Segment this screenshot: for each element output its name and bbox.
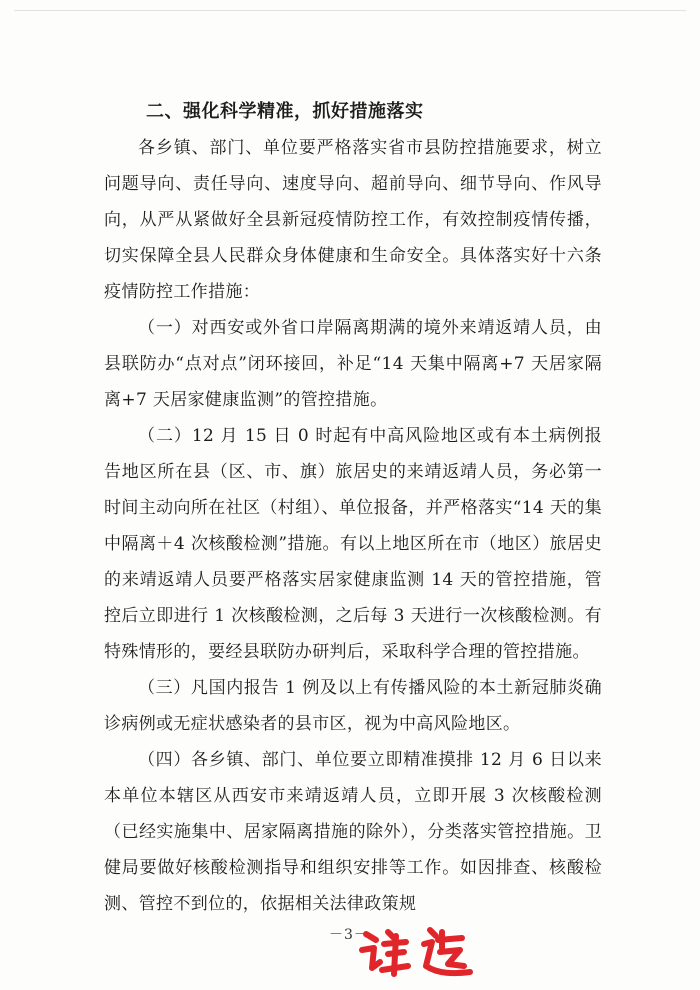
section-heading: 二、强化科学精准，抓好措施落实 — [146, 101, 424, 122]
paragraph-measure-3: （三）凡国内报告 1 例及以上有传播风险的本土新冠肺炎确诊病例或无症状感染者的县市区，视为中高风险地区。 — [104, 678, 602, 734]
paragraph-intro: 各乡镇、部门、单位要严格落实省市县防控措施要求，树立问题导向、责任导向、速度导向、超前导向、细节导向、作风导向，从严从紧做好全县新冠疫情防控工作，有效控制疫情传播，切实保障全县人民群众身体健康和生命安全。具体落实好十六条疫情防控工作措施： — [104, 138, 602, 302]
paragraph-measure-2: （二）12 月 15 日 0 时起有中高风险地区或有本土病例报告地区所在县（区、市、旗）旅居史的来靖返靖人员，务必第一时间主动向所在社区（村组）、单位报备，并严格落实“14 天的集中隔离＋4 次核酸检测”措施。有以上地区所在市（地区）旅居史的来靖返靖人员要严格落实居家健康监测 14 天的管控措施，管控后立即进行 1 次核酸检测，之后每 3 天进行一次核酸检测。有特殊情形的，要经县联防办研判后，采取科学合理的管控措施。 — [104, 426, 602, 662]
page-number: －3－ — [329, 927, 369, 943]
document-body — [104, 94, 602, 922]
red-handwritten-signature-stamp — [358, 922, 478, 982]
paragraph-measure-4: （四）各乡镇、部门、单位要立即精准摸排 12 月 6 日以来本单位本辖区从西安市来靖返靖人员，立即开展 3 次核酸检测（已经实施集中、居家隔离措施的除外），分类落实管控措施。卫健局要做好核酸检测指导和组织安排等工作。如因排查、核酸检测、管控不到位的，依据相关法律政策规 — [104, 750, 602, 914]
paragraph-measure-1: （一）对西安或外省口岸隔离期满的境外来靖返靖人员，由县联防办“点对点”闭环接回，补足“14 天集中隔离+7 天居家隔离+7 天居家健康监测”的管控措施。 — [104, 318, 602, 410]
page-top-edge-line — [14, 10, 686, 11]
